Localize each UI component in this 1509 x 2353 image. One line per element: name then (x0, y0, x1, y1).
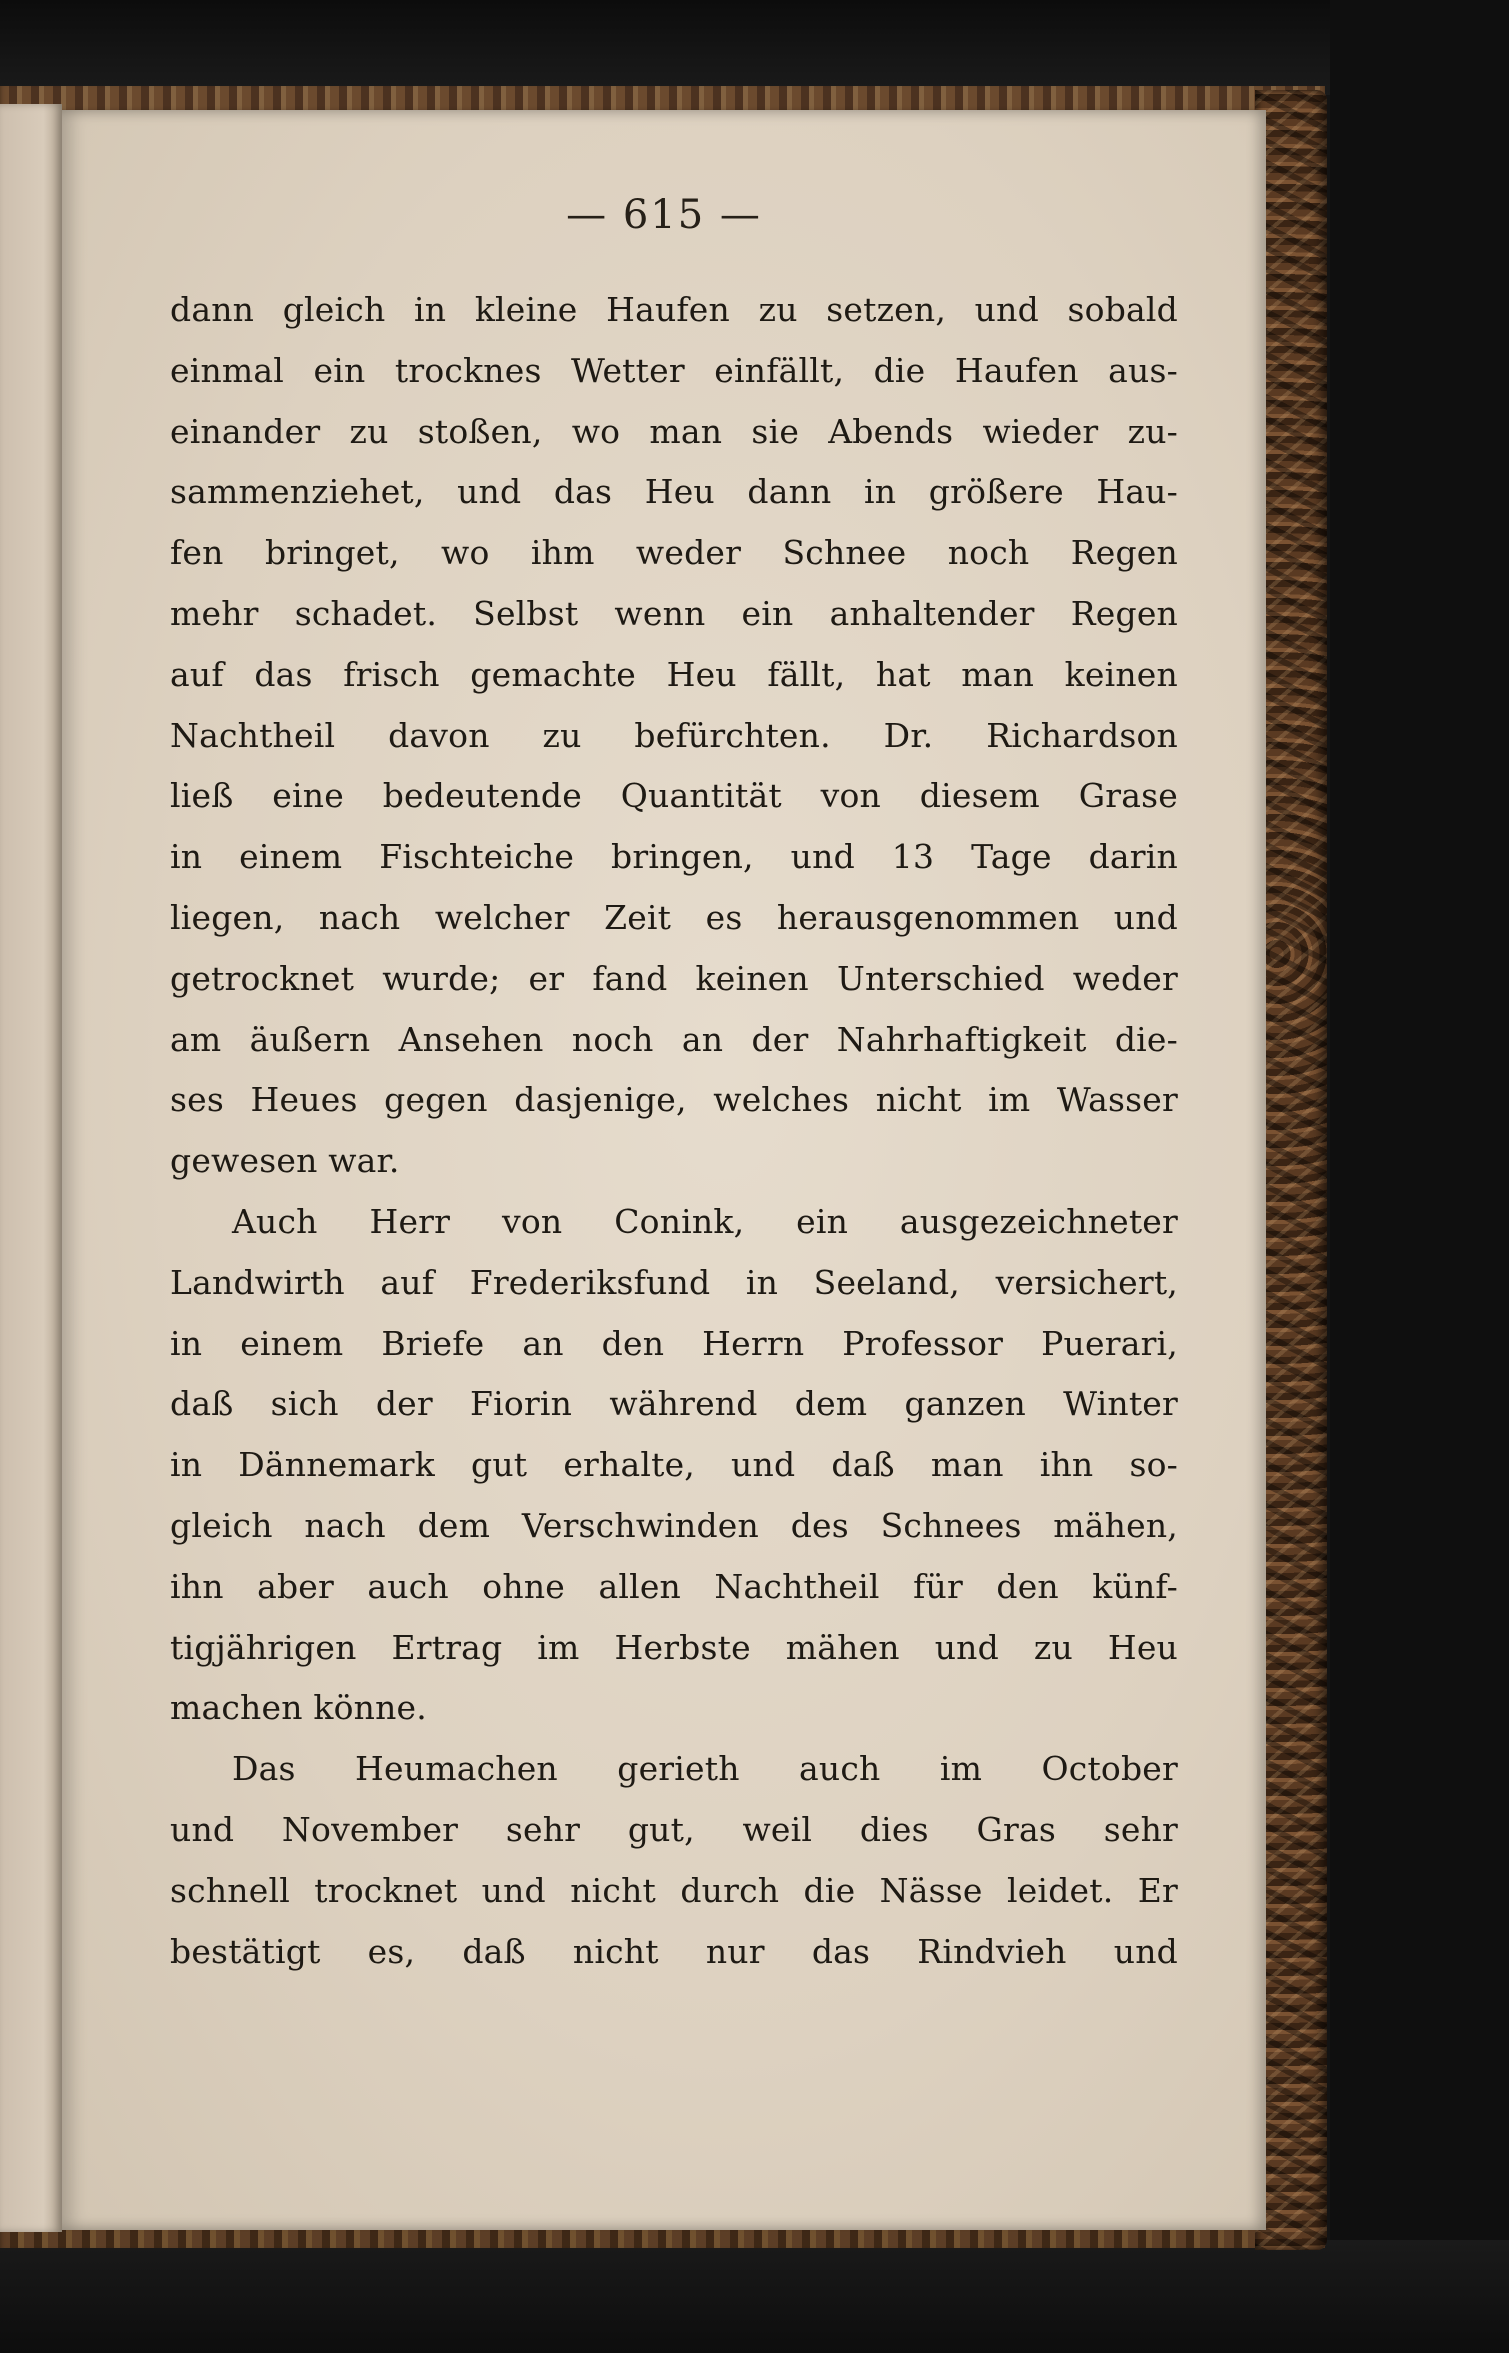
text-line: auf das frisch gemachte Heu fällt, hat man keinen (170, 654, 1178, 694)
body-text (170, 280, 1178, 1982)
text-line: ses Heues gegen dasjenige, welches nicht im Wasser (170, 1080, 1178, 1120)
text-line: liegen, nach welcher Zeit es herausgenommen und (170, 897, 1178, 937)
text-line: tigjährigen Ertrag im Herbste mähen und zu Heu (170, 1627, 1178, 1667)
text-line: in Dännemark gut erhalte, und daß man ihn so- (170, 1445, 1178, 1485)
text-line: fen bringet, wo ihm weder Schnee noch Regen (170, 533, 1178, 573)
text-line: ließ eine bedeutende Quantität von diesem Grase (170, 776, 1178, 816)
text-line: Auch Herr von Conink, ein ausgezeichneter (232, 1201, 1178, 1241)
text-line: machen könne. (170, 1688, 427, 1728)
text-line: schnell trocknet und nicht durch die Nässe leidet. Er (170, 1870, 1178, 1910)
dark-background-right (1330, 0, 1509, 2353)
text-line: einmal ein trocknes Wetter einfällt, die Haufen aus- (170, 350, 1178, 390)
page-number: — 615 — (566, 192, 762, 238)
text-line: ihn aber auch ohne allen Nachtheil für den künf- (170, 1566, 1178, 1606)
text-line: sammenziehet, und das Heu dann in größere Hau- (170, 472, 1178, 512)
text-line: am äußern Ansehen noch an der Nahrhaftigkeit die- (170, 1019, 1178, 1059)
text-line: gleich nach dem Verschwinden des Schnees mähen, (170, 1505, 1178, 1545)
text-line: Nachtheil davon zu befürchten. Dr. Richardson (170, 715, 1178, 755)
text-line: in einem Briefe an den Herrn Professor Puerari, (170, 1323, 1178, 1363)
text-line: in einem Fischteiche bringen, und 13 Tage darin (170, 837, 1178, 877)
text-line: und November sehr gut, weil dies Gras sehr (170, 1809, 1178, 1849)
text-line: einander zu stoßen, wo man sie Abends wieder zu- (170, 411, 1178, 451)
dark-background-top (0, 0, 1509, 95)
text-line: getrocknet wurde; er fand keinen Unterschied weder (170, 958, 1178, 998)
text-line: Das Heumachen gerieth auch im October (232, 1749, 1178, 1789)
text-line: Landwirth auf Frederiksfund in Seeland, versichert, (170, 1262, 1178, 1302)
previous-page-edge (0, 104, 62, 2232)
text-line: dann gleich in kleine Haufen zu setzen, und sobald (170, 290, 1178, 329)
text-line: gewesen war. (170, 1141, 400, 1181)
book-page (62, 110, 1266, 2230)
text-line: mehr schadet. Selbst wenn ein anhaltender Regen (170, 593, 1178, 633)
text-line: bestätigt es, daß nicht nur das Rindvieh und (170, 1931, 1178, 1971)
text-line: daß sich der Fiorin während dem ganzen Winter (170, 1384, 1178, 1424)
dark-background-bottom (0, 2240, 1509, 2353)
